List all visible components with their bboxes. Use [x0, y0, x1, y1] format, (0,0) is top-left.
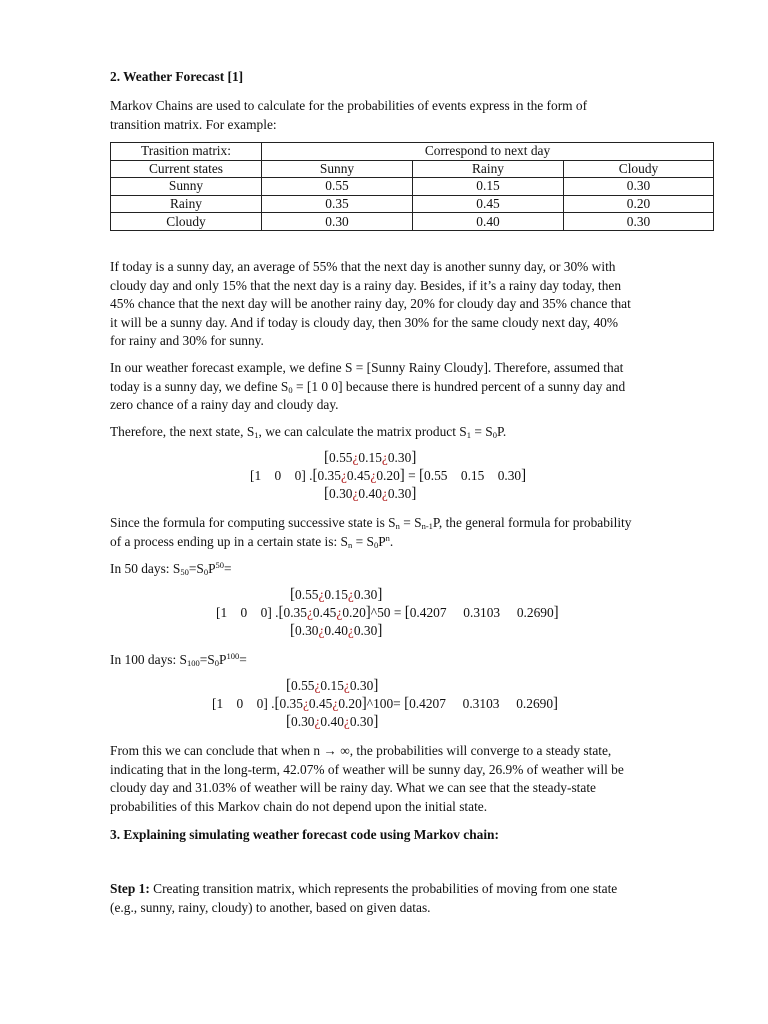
- table-row: [111, 178, 714, 196]
- next-state-paragraph: [110, 423, 714, 442]
- matrix-row-text: 0.55¿0.15¿0.30: [291, 678, 374, 693]
- subscript: 1: [466, 430, 471, 440]
- paragraph-line: (e.g., sunny, rainy, cloudy) to another, based on given datas.: [110, 899, 431, 915]
- paragraph-text: = S: [352, 533, 374, 549]
- table-column-header-row: [111, 160, 714, 178]
- sunny-paragraph: [110, 258, 714, 351]
- paragraph-text: In 100 days: S: [110, 652, 187, 667]
- state-vector: [1 0 0] .: [250, 468, 313, 483]
- matrix-row-text: 0.35¿0.45¿0.20: [283, 605, 366, 620]
- table-row-state: Cloudy: [111, 213, 262, 231]
- subscript: 0: [288, 384, 293, 395]
- power-operator: ^100=: [366, 696, 405, 711]
- paragraph-text: .: [389, 533, 394, 549]
- days-50-line: [110, 560, 714, 579]
- subscript: 50: [180, 567, 189, 577]
- paragraph-line: cloudy day and only 15% that the next day is a rainy day. Besides, if it’s a rainy day today, then: [110, 277, 622, 293]
- paragraph-text: today is a sunny day, we define S: [110, 378, 289, 394]
- subscript: 1: [254, 430, 259, 440]
- paragraph-text: =: [224, 561, 232, 576]
- matrix-row-3: [0.30¿0.40¿0.30]: [286, 713, 379, 731]
- table-row-state: Rainy: [111, 195, 262, 213]
- paragraph-text: =S: [199, 652, 215, 667]
- table-cell: 0.40: [413, 213, 564, 231]
- result-vector: 0.55 0.15 0.30: [424, 468, 522, 483]
- matrix-row-1: [0.55¿0.15¿0.30]: [324, 449, 417, 467]
- table-corner-cell: Trasition matrix:: [111, 143, 262, 161]
- state-vector: [1 0 0] .: [212, 696, 275, 711]
- table-cell: 0.45: [413, 195, 564, 213]
- paragraph-line: probabilities of this Markov chain do not depend upon the initial state.: [110, 798, 488, 814]
- paragraph-text: , we can calculate the matrix product S: [258, 424, 467, 439]
- transition-matrix-table: [110, 142, 714, 231]
- paragraph-line: it will be a sunny day. And if today is cloudy day, then 30% for the same cloudy next day, 40%: [110, 314, 618, 330]
- superscript: 50: [215, 560, 225, 570]
- superscript: 100: [226, 651, 240, 661]
- paragraph-line: zero chance of a rainy day and cloudy day.: [110, 397, 339, 412]
- paragraph-text: of a process ending up in a certain state is: S: [110, 533, 348, 549]
- table-group-header: Correspond to next day: [262, 143, 714, 161]
- paragraph-text: P: [219, 652, 227, 667]
- result-vector: 0.4207 0.3103 0.2690: [409, 696, 554, 711]
- intro-paragraph: [110, 97, 714, 134]
- matrix-row-text: 0.30¿0.40¿0.30: [329, 486, 412, 501]
- days-100-line: [110, 651, 714, 670]
- matrix-row-text: 0.30¿0.40¿0.30: [291, 714, 374, 729]
- table-column-header: Sunny: [262, 160, 413, 178]
- paragraph-text: = S: [470, 424, 493, 439]
- paragraph-text: Since the formula for computing successive state is S: [110, 515, 396, 530]
- matrix-row-2: [1 0 0] .[0.35¿0.45¿0.20]^50 = [0.4207 0.3103 0.2690]: [216, 604, 559, 622]
- result-vector: 0.4207 0.3103 0.2690: [409, 605, 554, 620]
- power-operator: ^50 =: [370, 605, 405, 620]
- step-label: Step 1:: [110, 881, 150, 896]
- paragraph-line: for rainy and 30% for sunny.: [110, 333, 264, 348]
- paragraph-text: In 50 days: S: [110, 561, 181, 576]
- section-3-heading: 3. Explaining simulating weather forecast code using Markov chain:: [110, 827, 499, 842]
- paragraph-text: =: [239, 652, 247, 667]
- paragraph-text: P.: [496, 424, 507, 439]
- table-cell: 0.30: [262, 213, 413, 231]
- matrix-row-text: 0.35¿0.45¿0.20: [317, 468, 400, 483]
- section-2-heading: 2. Weather Forecast [1]: [110, 69, 244, 84]
- paragraph-text: = S: [399, 515, 422, 530]
- table-column-header: Rainy: [413, 160, 564, 178]
- step-1-paragraph: [110, 880, 714, 917]
- matrix-row-2: [1 0 0] .[0.35¿0.45¿0.20] = [0.55 0.15 0.30]: [250, 467, 527, 485]
- subscript: 0: [214, 658, 219, 668]
- paragraph-line: In our weather forecast example, we define S = [Sunny Rainy Cloudy]. Therefore, assumed that: [110, 360, 624, 375]
- table-cell: 0.15: [413, 178, 564, 196]
- paragraph-text: Therefore, the next state, S: [110, 424, 255, 439]
- paragraph-line: If today is a sunny day, an average of 55% that the next day is another sunny day, or 30% with: [110, 259, 616, 274]
- matrix-row-1: [0.55¿0.15¿0.30]: [286, 677, 379, 695]
- intro-line-2: transition matrix. For example:: [110, 116, 277, 132]
- table-column-header: Cloudy: [564, 160, 714, 178]
- paragraph-text: P: [208, 561, 216, 576]
- subscript: n-1: [421, 521, 433, 531]
- paragraph-text: P, the general formula for probability: [432, 515, 632, 530]
- subscript: 0: [203, 567, 209, 577]
- matrix-row-3: [0.30¿0.40¿0.30]: [290, 622, 383, 640]
- matrix-row-1: [0.55¿0.15¿0.30]: [290, 586, 383, 604]
- general-formula-paragraph: [110, 514, 714, 551]
- paragraph-line: From this we can conclude that when n → ∞, the probabilities will converge to a steady state,: [110, 743, 612, 758]
- conclusion-paragraph: [110, 742, 714, 816]
- paragraph-line: 45% chance that the next day will be another rainy day, 20% for cloudy day and 35% chance that: [110, 296, 631, 311]
- table-row-header-label: Current states: [111, 160, 262, 178]
- paragraph-text: = [1 0 0] because there is hundred percent of a sunny day and: [292, 378, 626, 394]
- matrix-row-text: 0.55¿0.15¿0.30: [295, 587, 378, 602]
- matrix-row-text: 0.55¿0.15¿0.30: [329, 450, 412, 465]
- paragraph-text: =S: [188, 561, 204, 576]
- table-cell: 0.35: [262, 195, 413, 213]
- table-header-row: [111, 143, 714, 161]
- define-paragraph: [110, 359, 714, 415]
- superscript: n: [385, 532, 390, 543]
- equals-sign: =: [404, 468, 420, 483]
- subscript: 0: [492, 430, 497, 440]
- matrix-row-text: 0.30¿0.40¿0.30: [295, 623, 378, 638]
- paragraph-text: Creating transition matrix, which represents the probabilities of moving from one state: [149, 881, 618, 896]
- table-cell: 0.30: [564, 213, 714, 231]
- subscript: 0: [373, 539, 379, 550]
- state-vector: [1 0 0] .: [216, 605, 279, 620]
- table-cell: 0.55: [262, 178, 413, 196]
- table-row-state: Sunny: [111, 178, 262, 196]
- paragraph-line: indicating that in the long-term, 42.07% of weather will be sunny day, 26.9% of weather will be: [110, 761, 624, 777]
- paragraph-text: P: [378, 533, 386, 549]
- intro-line-1: Markov Chains are used to calculate for the probabilities of events express in the form of: [110, 98, 588, 113]
- subscript: n: [348, 539, 353, 550]
- table-cell: 0.20: [564, 195, 714, 213]
- paragraph-line: cloudy day and 31.03% of weather will be rainy day. What we can see that the steady-state: [110, 780, 596, 795]
- table-row: [111, 213, 714, 231]
- matrix-row-text: 0.35¿0.45¿0.20: [279, 696, 362, 711]
- subscript: 100: [187, 658, 200, 668]
- table-row: [111, 195, 714, 213]
- matrix-row-3: [0.30¿0.40¿0.30]: [324, 485, 417, 503]
- matrix-row-2: [1 0 0] .[0.35¿0.45¿0.20]^100= [0.4207 0.3103 0.2690]: [212, 695, 559, 713]
- subscript: n: [395, 521, 400, 531]
- table-cell: 0.30: [564, 178, 714, 196]
